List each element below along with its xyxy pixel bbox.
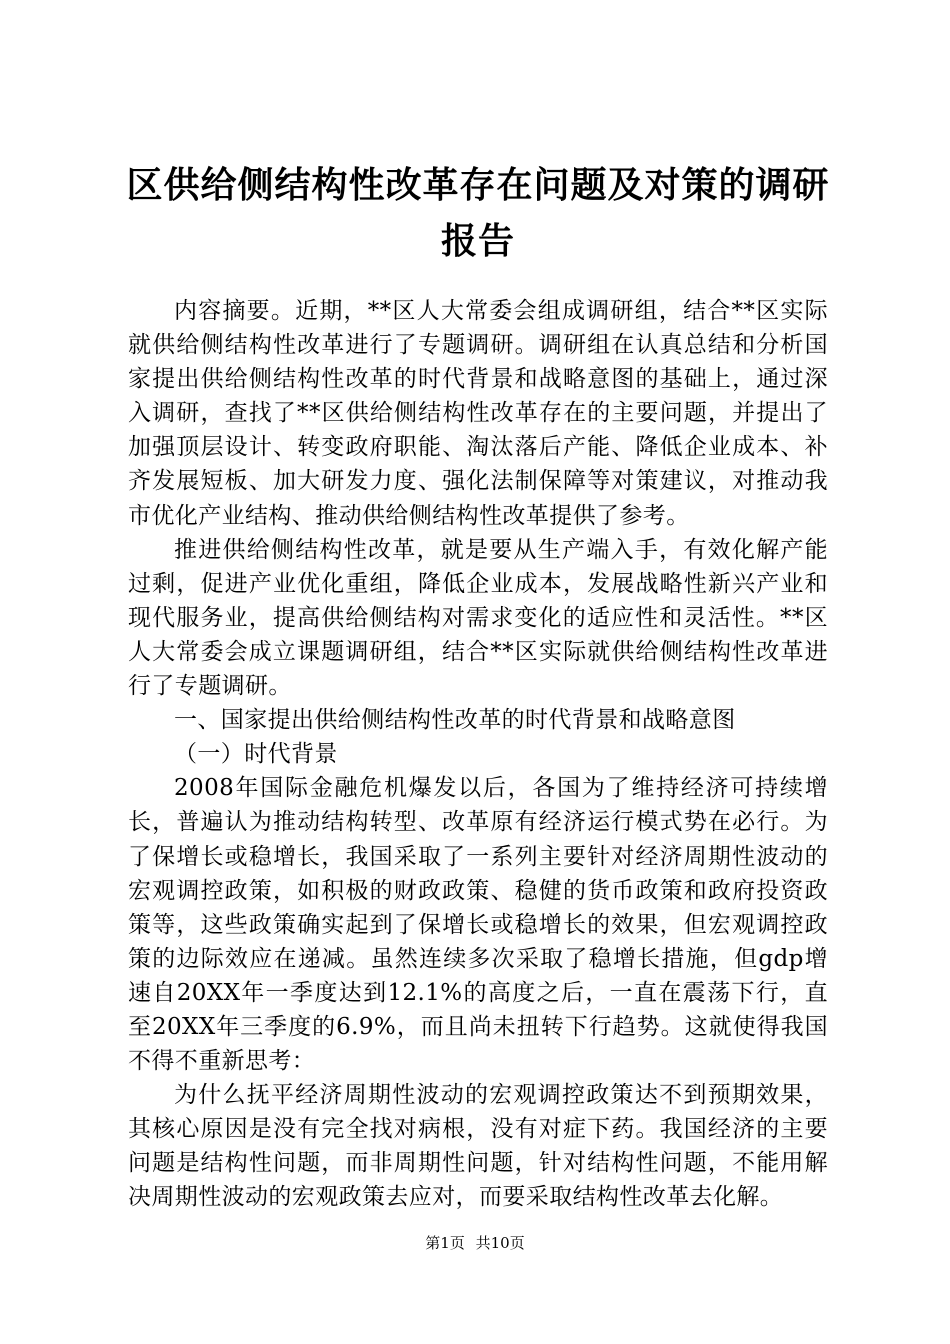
section-heading: 一、国家提出供给侧结构性改革的时代背景和战略意图: [174, 707, 736, 734]
intro-paragraph: 推进供给侧结构性改革，就是要从生产端入手，有效化解产能过剩，促进产业优化重组，降低企业成本，发展战略性新兴产业和现代服务业，提高供给侧结构对需求变化的适应性和灵活性。**区人大常委会成立课题调研组，结合**区实际就供给侧结构性改革进行了专题调研。: [128, 536, 828, 700]
document-body: [128, 294, 828, 1215]
abstract-paragraph: 内容摘要。近期，**区人大常委会组成调研组，结合**区实际就供给侧结构性改革进行了专题调研。调研组在认真总结和分析国家提出供给侧结构性改革的时代背景和战略意图的基础上，通过深入调研，查找了**区供给侧结构性改革存在的主要问题，并提出了加强顶层设计、转变政府职能、淘汰落后产能、降低企业成本、补齐发展短板、加大研发力度、强化法制保障等对策建议，对推动我市优化产业结构、推动供给侧结构性改革提供了参考。: [128, 298, 828, 529]
body-paragraph: 为什么抚平经济周期性波动的宏观调控政策达不到预期效果，其核心原因是没有完全找对病根，没有对症下药。我国经济的主要问题是结构性问题，而非周期性问题，针对结构性问题，不能用解决周期性波动的宏观政策去应对，而要采取结构性改革去化解。: [128, 1082, 828, 1211]
page-footer: [0, 1233, 950, 1253]
page-total: 共10页: [475, 1234, 525, 1252]
document-title: 区供给侧结构性改革存在问题及对策的调研报告: [126, 165, 830, 262]
subsection-heading: （一）时代背景: [174, 741, 338, 768]
page-number: 第1页: [425, 1234, 465, 1252]
body-paragraph: 2008年国际金融危机爆发以后，各国为了维持经济可持续增长，普遍认为推动结构转型、改革原有经济运行模式势在必行。为了保增长或稳增长，我国采取了一系列主要针对经济周期性波动的宏观调控政策，如积极的财政政策、稳健的货币政策和政府投资政策等，这些政策确实起到了保增长或稳增长的效果，但宏观调控政策的边际效应在递减。虽然连续多次采取了稳增长措施，但gdp增速自20XX年一季度达到12.1%的高度之后，一直在震荡下行，直至20XX年三季度的6.9%，而且尚未扭转下行趋势。这就使得我国不得不重新思考：: [128, 775, 828, 1075]
